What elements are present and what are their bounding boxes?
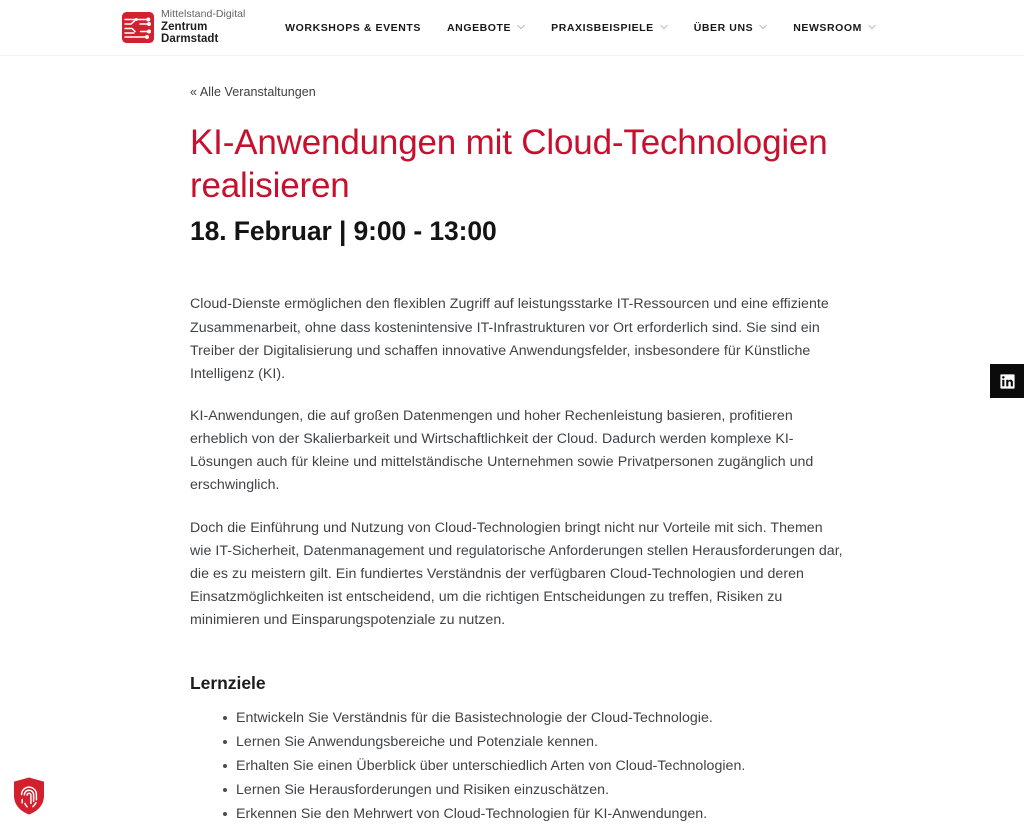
list-item: Lernen Sie Anwendungsbereiche und Potenziale kennen. <box>236 731 844 754</box>
logo-circuit-icon <box>122 12 154 43</box>
chevron-down-icon <box>660 23 668 31</box>
nav-item-angebote[interactable] <box>447 22 525 34</box>
description-paragraph: Doch die Einführung und Nutzung von Cloud-Technologien bringt nicht nur Vorteile mit sich. Themen wie IT-Sicherheit, Datenmanagement und regulatorische Anforderungen stellen Herausforderungen dar, die es zu meistern gilt. Ein fundiertes Verständnis der verfügbaren Cloud-Technologien und deren Einsatzmöglichkeiten ist entscheidend, um die richtigen Entscheidungen zu treffen, Risiken zu minimieren und Einsparungspotenziale zu nutzen. <box>190 519 843 629</box>
nav-label: ANGEBOTE <box>447 21 512 34</box>
list-item: Erhalten Sie einen Überblick über unterschiedlich Arten von Cloud-Technologien. <box>236 755 844 778</box>
nav-item-workshops-events[interactable] <box>285 22 421 34</box>
nav-label: ÜBER UNS <box>693 21 754 34</box>
event-description <box>190 293 844 632</box>
nav-label: WORKSHOPS & EVENTS <box>285 21 421 34</box>
nav-label: NEWSROOM <box>793 21 862 34</box>
learning-goals-heading: Lernziele <box>190 673 266 694</box>
description-paragraph: Cloud-Dienste ermöglichen den flexiblen Zugriff auf leistungsstarke IT-Ressourcen und eine effiziente Zusammenarbeit, ohne dass kostenintensive IT-Infrastrukturen vor Ort erforderlich sind. Sie sind ein Treiber der Digitalisierung und schaffen innovative Anwendungsfelder, insbesondere für Künstliche Intelligenz (KI). <box>190 296 829 382</box>
nav-item-ueber-uns[interactable] <box>694 22 767 34</box>
nav-item-praxisbeispiele[interactable] <box>551 22 668 34</box>
chevron-down-icon <box>868 23 876 31</box>
privacy-settings-badge[interactable] <box>12 776 46 816</box>
breadcrumb-all-events-link[interactable]: « Alle Veranstaltungen <box>190 85 316 99</box>
brand-line-2: Zentrum <box>161 20 208 33</box>
event-date: 18. Februar | 9:00 - 13:00 <box>190 216 497 247</box>
brand-line-1: Mittelstand-Digital <box>161 7 246 20</box>
spacer <box>190 651 844 673</box>
brand-logo[interactable] <box>122 9 245 47</box>
list-item: Erkennen Sie den Mehrwert von Cloud-Technologien für KI-Anwendungen. <box>236 803 844 826</box>
list-item: Lernen Sie Herausforderungen und Risiken einzuschätzen. <box>236 779 844 802</box>
linkedin-icon <box>999 373 1016 390</box>
nav-item-newsroom[interactable] <box>793 22 876 34</box>
fingerprint-shield-icon <box>12 776 46 816</box>
spacer <box>190 247 844 293</box>
site-header <box>0 0 1024 56</box>
chevron-down-icon <box>517 23 525 31</box>
page-title: KI-Anwendungen mit Cloud-Technologien realisieren <box>190 123 828 205</box>
learning-goals-section <box>190 673 844 826</box>
share-linkedin-button[interactable] <box>990 364 1024 398</box>
event-page <box>0 56 1024 826</box>
main-navigation <box>285 22 876 34</box>
chevron-down-icon <box>759 23 767 31</box>
brand-line-3: Darmstadt <box>161 33 219 46</box>
nav-label: PRAXISBEISPIELE <box>551 21 654 34</box>
list-item: Entwickeln Sie Verständnis für die Basistechnologie der Cloud-Technologie. <box>236 707 844 730</box>
brand-wordmark <box>161 9 245 47</box>
learning-goals-list <box>190 707 844 826</box>
description-paragraph: KI-Anwendungen, die auf großen Datenmengen und hoher Rechenleistung basieren, profitieren erheblich von der Skalierbarkeit und Wirtschaftlichkeit der Cloud. Dadurch werden komplexe KI-Lösungen auch für kleine und mittelständische Unternehmen sowie Privatpersonen zugänglich und erschwinglich. <box>190 407 814 494</box>
